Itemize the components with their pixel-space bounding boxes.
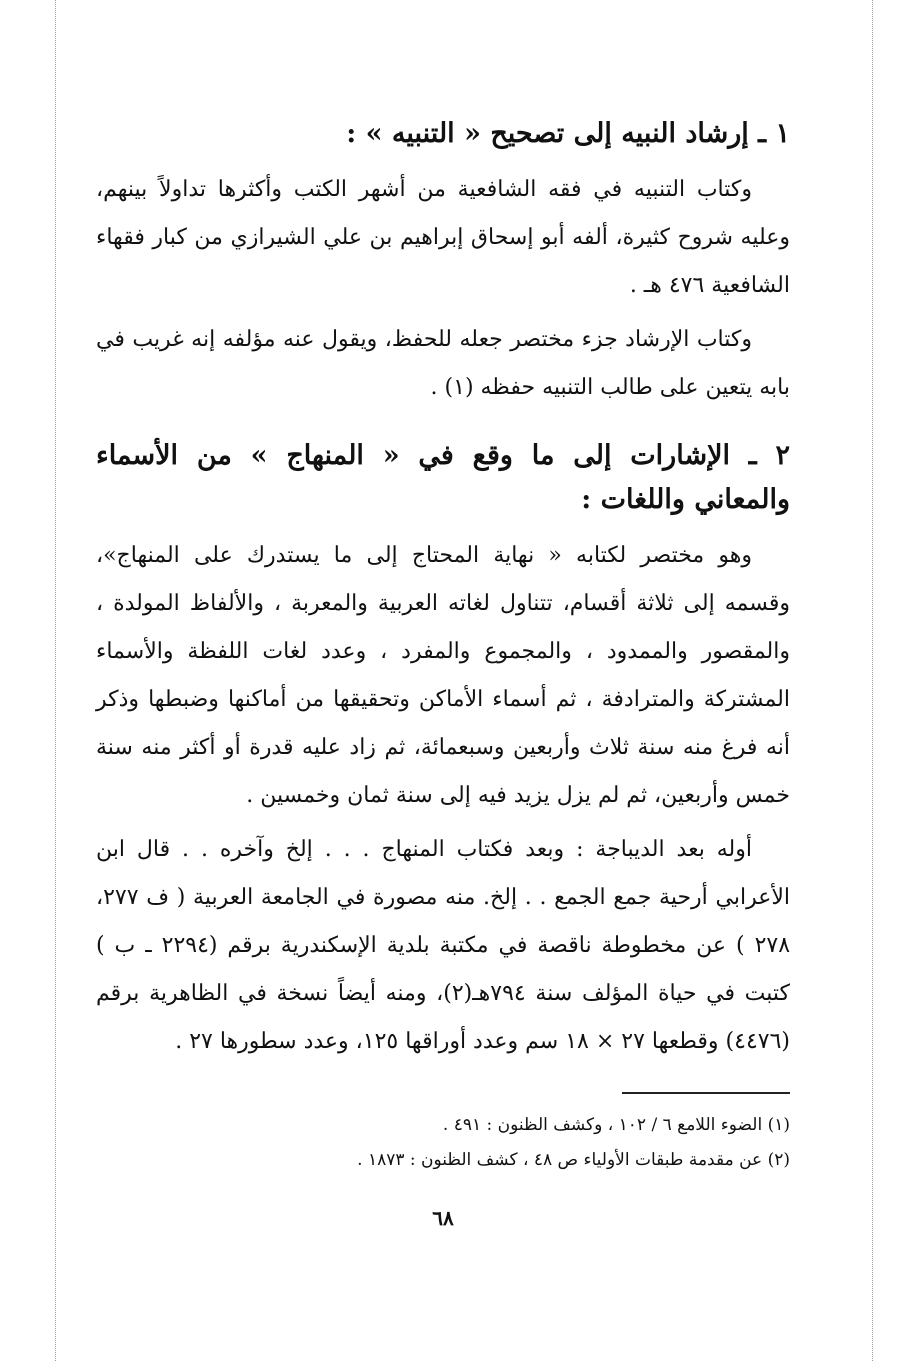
- section-1-paragraph-1: وكتاب التنبيه في فقه الشافعية من أشهر الكتب وأكثرها تداولاً بينهم، وعليه شروح كثيرة، ألفه أبو إسحاق إبراهيم بن علي الشيرازي من كبار فقهاء الشافعية ٤٧٦ هـ .: [96, 177, 790, 298]
- footnote-1: (١) الضوء اللامع ٦ / ١٠٢ ، وكشف الظنون : ٤٩١ .: [442, 1115, 790, 1135]
- scan-margin-line-right: [872, 0, 873, 1361]
- scan-margin-line-left: [55, 0, 56, 1361]
- section-1-paragraph-2: وكتاب الإرشاد جزء مختصر جعله للحفظ، ويقول عنه مؤلفه إنه غريب في بابه يتعين على طالب التنبيه حفظه (١) .: [96, 327, 790, 400]
- footnote-divider: [622, 1092, 790, 1094]
- section-1-heading: ١ ـ إرشاد النبيه إلى تصحيح « التنبيه » :: [346, 118, 790, 149]
- book-page: [96, 112, 790, 1230]
- section-2-paragraph-2: أوله بعد الديباجة : وبعد فكتاب المنهاج . . . إلخ وآخره . . قال ابن الأعرابي أرحية جمع الجمع . . إلخ. منه مصورة في الجامعة العربية ( ف ٢٧٧، ٢٧٨ ) عن مخطوطة ناقصة في مكتبة بلدية الإسكندرية برقم (٢٢٩٤ ـ ب ) كتبت في حياة المؤلف سنة ٧٩٤هـ(٢)، ومنه أيضاً نسخة في الظاهرية برقم (٤٤٧٦) وقطعها ٢٧ × ١٨ سم وعدد أوراقها ١٢٥، وعدد سطورها ٢٧ .: [96, 837, 791, 1054]
- footnotes: [96, 1092, 790, 1178]
- section-2-paragraph-1: وهو مختصر لكتابه « نهاية المحتاج إلى ما يستدرك على المنهاج»، وقسمه إلى ثلاثة أقسام، تتناول لغاته العربية والمعربة ، والألفاظ المولدة ، والمقصور والممدود ، والمجموع والمفرد ، وعدد لغات اللفظة والأسماء المشتركة والمترادفة ، ثم أسماء الأماكن وتحقيقها من أماكنها وضبطها وذكر أنه فرغ منه سنة ثلاث وأربعين وسبعمائة، ثم زاد عليه قدرة أو أكثر منه سنة خمس وأربعين، ثم لم يزل يزيد فيه إلى سنة ثمان وخمسين .: [96, 543, 790, 808]
- page-number: ٦٨: [432, 1206, 454, 1230]
- footnote-2: (٢) عن مقدمة طبقات الأولياء ص ٤٨ ، كشف الظنون : ١٨٧٣ .: [357, 1150, 790, 1170]
- section-2-heading: ٢ ـ الإشارات إلى ما وقع في « المنهاج » من الأسماء والمعاني واللغات :: [96, 440, 790, 515]
